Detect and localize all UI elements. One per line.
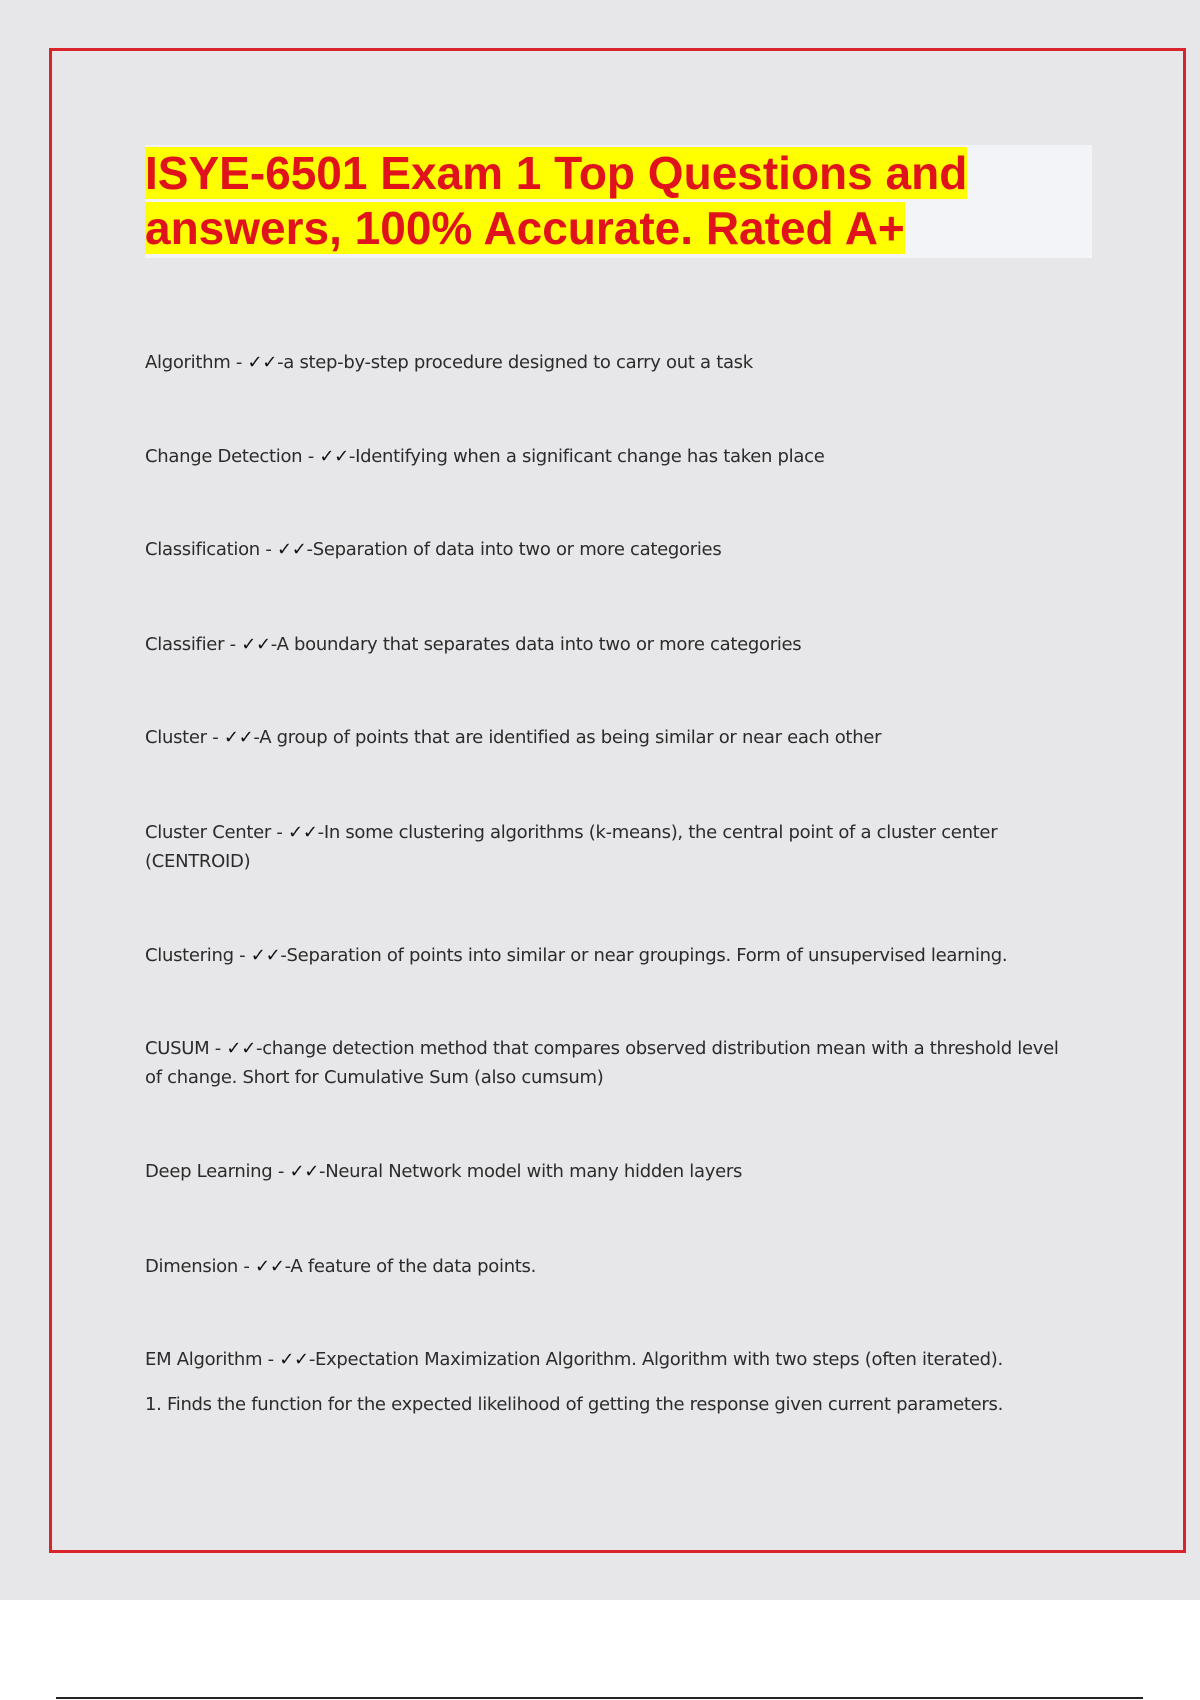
page-border [49, 48, 1186, 1553]
definition: -A feature of the data points. [284, 1256, 537, 1277]
definition-entry-change-detection: Change Detection - ✓✓-Identifying when a significant change has taken place [145, 446, 825, 467]
document-title [145, 146, 1065, 256]
definition: -A group of points that are identified as being similar or near each other [253, 727, 882, 748]
definition-entry-deep-learning: Deep Learning - ✓✓-Neural Network model with many hidden layers [145, 1161, 743, 1182]
check-marks-icon: ✓✓ [289, 1161, 320, 1182]
term: Classification [145, 539, 260, 560]
term: Classifier [145, 634, 225, 655]
title-highlight: ISYE-6501 Exam 1 Top Questions and answers, 100% Accurate. Rated A+ [145, 147, 968, 254]
check-marks-icon: ✓✓ [279, 1349, 309, 1370]
term: CUSUM [145, 1038, 210, 1059]
definition: -a step-by-step procedure designed to carry out a task [277, 352, 753, 373]
definition: -A boundary that separates data into two or more categories [270, 634, 802, 655]
term: Deep Learning [145, 1161, 273, 1182]
check-marks-icon: ✓✓ [241, 634, 271, 655]
check-marks-icon: ✓✓ [319, 446, 349, 467]
term: Cluster [145, 727, 207, 748]
em-step-one: 1. Finds the function for the expected likelihood of getting the response given current parameters. [145, 1394, 1003, 1415]
check-marks-icon: ✓✓ [247, 352, 278, 373]
definition-entry-algorithm: Algorithm - ✓✓-a step-by-step procedure designed to carry out a task [145, 352, 753, 373]
term: EM Algorithm [145, 1349, 263, 1370]
check-marks-icon: ✓✓ [288, 822, 318, 843]
definition-entry-em-algorithm: EM Algorithm - ✓✓-Expectation Maximization Algorithm. Algorithm with two steps (often iterated). 1. Finds the function for the expected likelihood of getting the response given current parameters. [145, 1345, 1065, 1419]
footer-divider [56, 1697, 1143, 1699]
term: Cluster Center [145, 822, 271, 843]
check-marks-icon: ✓✓ [255, 1256, 285, 1277]
definition: -In some clustering algorithms (k-means), the central point of a cluster center (CENTROID) [145, 822, 998, 872]
term: Clustering [145, 945, 234, 966]
definition-entry-cluster: Cluster - ✓✓-A group of points that are identified as being similar or near each other [145, 727, 882, 748]
definition-entry-cluster-center: Cluster Center - ✓✓-In some clustering algorithms (k-means), the central point of a cluster center (CENTROID) [145, 822, 998, 872]
check-marks-icon: ✓✓ [223, 727, 254, 748]
check-marks-icon: ✓✓ [276, 539, 307, 560]
term: Dimension [145, 1256, 238, 1277]
check-marks-icon: ✓✓ [250, 945, 281, 966]
definition: -Identifying when a significant change has taken place [348, 446, 825, 467]
definition: -Expectation Maximization Algorithm. Algorithm with two steps (often iterated). [308, 1349, 1003, 1370]
term: Change Detection [145, 446, 303, 467]
definition-entry-classification: Classification - ✓✓-Separation of data into two or more categories [145, 539, 722, 560]
definition-entry-classifier: Classifier - ✓✓-A boundary that separates data into two or more categories [145, 634, 802, 655]
definition: -Separation of data into two or more categories [306, 539, 722, 560]
definition-entry-clustering: Clustering - ✓✓-Separation of points into similar or near groupings. Form of unsupervised learning. [145, 945, 1008, 966]
definition-entry-cusum: CUSUM - ✓✓-change detection method that compares observed distribution mean with a threshold level of change. Short for Cumulative Sum (also cumsum) [145, 1038, 1059, 1088]
term: Algorithm [145, 352, 231, 373]
definition-entry-dimension: Dimension - ✓✓-A feature of the data points. [145, 1256, 537, 1277]
definition: -Separation of points into similar or near groupings. Form of unsupervised learning. [280, 945, 1008, 966]
definition: -Neural Network model with many hidden layers [319, 1161, 743, 1182]
check-marks-icon: ✓✓ [226, 1038, 256, 1059]
definition: -change detection method that compares observed distribution mean with a threshold level of change. Short for Cumulative Sum (also cumsum) [145, 1038, 1059, 1088]
